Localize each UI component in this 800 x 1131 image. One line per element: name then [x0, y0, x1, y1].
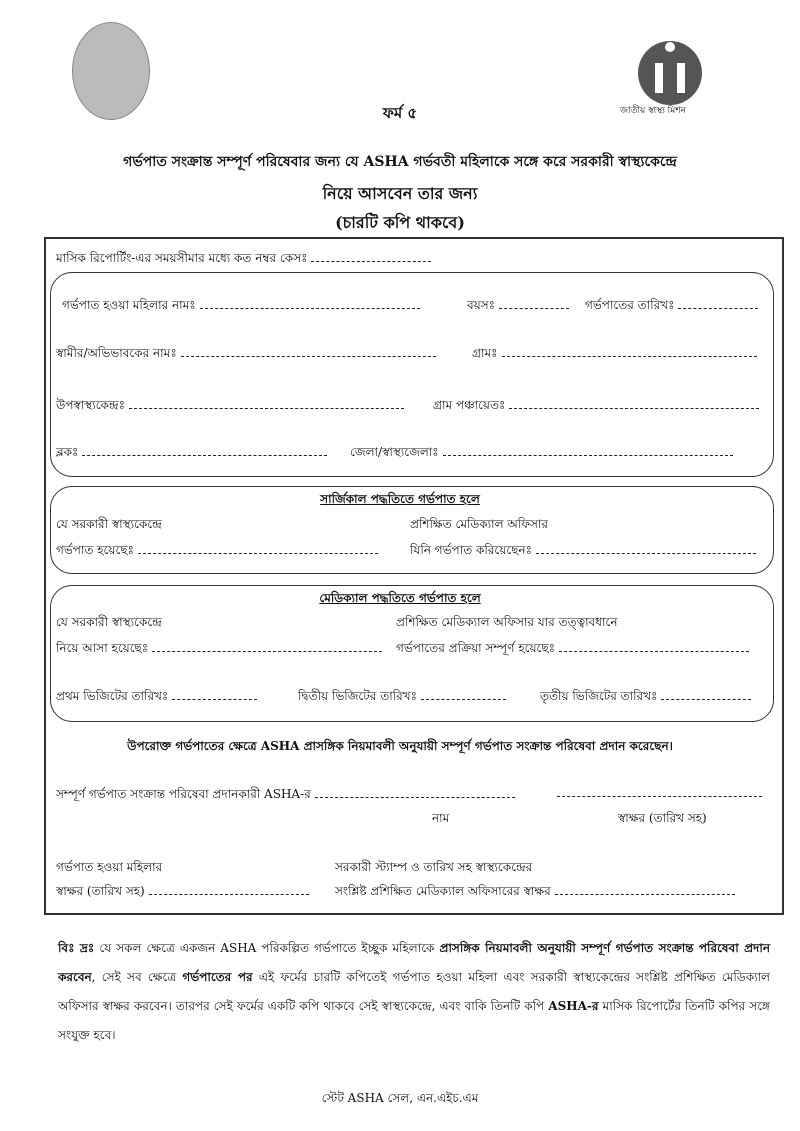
note-text: , সেই সব ক্ষেত্রে: [91, 970, 183, 984]
title-line-3: (চারটি কপি থাকবে): [335, 213, 465, 232]
village-field[interactable]: [472, 345, 757, 365]
label: স্বামীর/অভিভাবকের নামঃ: [56, 346, 177, 360]
note-text: মাসিক রিপোর্টের তিনটি কপির সঙ্গে সংযুক্ত হবে।: [58, 999, 770, 1042]
signature-caption: স্বাক্ষর (তারিখ সহ): [618, 811, 707, 825]
label: তৃতীয় ভিজিটের তারিখঃ: [540, 689, 658, 703]
label: গ্রাম পঞ্চায়েতঃ: [433, 398, 506, 412]
note-text: যে সকল ক্ষেত্রে একজন ASHA পরিকল্পিত গর্ভপাতে ইচ্ছুক মহিলাকে: [94, 941, 440, 955]
officer-signature-field[interactable]: [335, 883, 735, 903]
age-field[interactable]: [467, 297, 569, 317]
label: প্রথম ভিজিটের তারিখঃ: [56, 689, 169, 703]
woman-signature-label: গর্ভপাত হওয়া মহিলার: [56, 860, 163, 874]
title-line-2: নিয়ে আসবেন তার জন্য: [322, 184, 478, 203]
note-bold: গর্ভপাতের পর: [182, 970, 253, 984]
note-label: বিঃ দ্রঃ: [58, 941, 95, 955]
abortion-date-field[interactable]: [585, 297, 758, 317]
surgical-facility-field[interactable]: [56, 542, 378, 562]
asha-signature-field[interactable]: [557, 786, 762, 800]
surgical-heading: সার্জিকাল পদ্ধতিতে গর্ভপাত হলে: [320, 492, 480, 506]
label: স্বাক্ষর (তারিখ সহ): [56, 884, 145, 898]
label: উপস্বাস্থ্যকেন্দ্রঃ: [56, 398, 126, 412]
medical-officer-field[interactable]: [396, 640, 749, 660]
label: গর্ভপাতের প্রক্রিয়া সম্পূর্ণ হয়েছেঃ: [396, 641, 556, 655]
label: সংশ্লিষ্ট প্রশিক্ষিত মেডিক্যাল অফিসারের স্বাক্ষর: [335, 884, 551, 898]
note-bold: ASHA-র: [548, 999, 599, 1013]
label: দ্বিতীয় ভিজিটের তারিখঃ: [298, 689, 417, 703]
second-visit-field[interactable]: [298, 688, 506, 708]
label: যিনি গর্ভপাত করিয়েছেনঃ: [410, 543, 532, 557]
guardian-name-field[interactable]: [56, 345, 436, 365]
label: গ্রামঃ: [472, 346, 498, 360]
medical-heading: মেডিক্যাল পদ্ধতিতে গর্ভপাত হলে: [319, 591, 481, 605]
label: মাসিক রিপোর্টিং-এর সময়সীমার মধ্যে কত নম্বর কেসঃ: [56, 251, 308, 265]
label: গর্ভপাত হয়েছেঃ: [56, 543, 134, 557]
note-bold: প্রাসঙ্গিক নিয়মাবলী অনুযায়ী সম্পূর্ণ গর্ভপাত সংক্রান্ত পরিষেবা প্রদান করবেন: [58, 941, 770, 984]
footer: স্টেট ASHA সেল, এন.এইচ.এম: [321, 1091, 479, 1105]
medical-facility-label: যে সরকারী স্বাস্থ্যকেন্দ্রে: [56, 615, 162, 629]
nhm-subtext: জাতীয় স্বাস্থ্য মিশন: [620, 106, 686, 116]
woman-signature-field[interactable]: [56, 883, 309, 903]
label: ব্লকঃ: [56, 445, 79, 459]
label: নিয়ে আসা হয়েছেঃ: [56, 641, 149, 655]
name-caption: নাম: [432, 811, 450, 825]
label: জেলা/স্বাস্থ্যজেলাঃ: [350, 445, 439, 459]
label: সম্পূর্ণ গর্ভপাত সংক্রান্ত পরিষেবা প্রদানকারী ASHA-র: [56, 787, 311, 801]
case-number-field[interactable]: [56, 250, 431, 270]
officer-signature-label: সরকারী স্ট্যাম্প ও তারিখ সহ স্বাস্থ্যকেন্দ্রের: [335, 860, 533, 874]
surgical-officer-field[interactable]: [410, 542, 756, 562]
surgical-officer-label: প্রশিক্ষিত মেডিক্যাল অফিসার: [410, 517, 548, 531]
woman-name-field[interactable]: [62, 297, 420, 317]
note-paragraph: [58, 934, 770, 1050]
surgical-facility-label: যে সরকারী স্বাস্থ্যকেন্দ্রে: [56, 517, 162, 531]
label: বয়সঃ: [467, 298, 496, 312]
third-visit-field[interactable]: [540, 688, 751, 708]
note-text: এই ফর্মের চারটি কপিতেই গর্ভপাত হওয়া মহিলা এবং সরকারী স্বাস্থ্যকেন্দ্রের সংশ্লিষ্ট প্রশিক্ষিত মেডিক্যাল অফিসার স্বাক্ষর করবেন। তারপর সেই ফর্মের একটি কপি থাকবে সেই স্বাস্থ্যকেন্দ্রে, এবং বাকি তিনটি কপি: [58, 970, 770, 1013]
block-field[interactable]: [56, 444, 327, 464]
title-line-1: গর্ভপাত সংক্রান্ত সম্পূর্ণ পরিষেবার জন্য যে ASHA গর্ভবতী মহিলাকে সঙ্গে করে সরকারী স্বাস্থ্যকেন্দ্রে: [123, 154, 677, 170]
first-visit-field[interactable]: [56, 688, 257, 708]
medical-facility-field[interactable]: [56, 640, 382, 660]
statement: উপরোক্ত গর্ভপাতের ক্ষেত্রে ASHA প্রাসঙ্গিক নিয়মাবলী অনুযায়ী সম্পূর্ণ গর্ভপাত সংক্রান্ত পরিষেবা প্রদান করেছেন।: [127, 739, 673, 753]
district-field[interactable]: [350, 444, 733, 464]
gram-panchayat-field[interactable]: [433, 397, 759, 417]
label: গর্ভপাতের তারিখঃ: [585, 298, 675, 312]
label: গর্ভপাত হওয়া মহিলার নামঃ: [62, 298, 196, 312]
asha-name-field[interactable]: [56, 786, 515, 806]
medical-officer-label: প্রশিক্ষিত মেডিক্যাল অফিসার যার তত্ত্বাবধানে: [396, 615, 618, 629]
form-number: ফর্ম ৫: [382, 104, 418, 122]
subcentre-field[interactable]: [56, 397, 404, 417]
